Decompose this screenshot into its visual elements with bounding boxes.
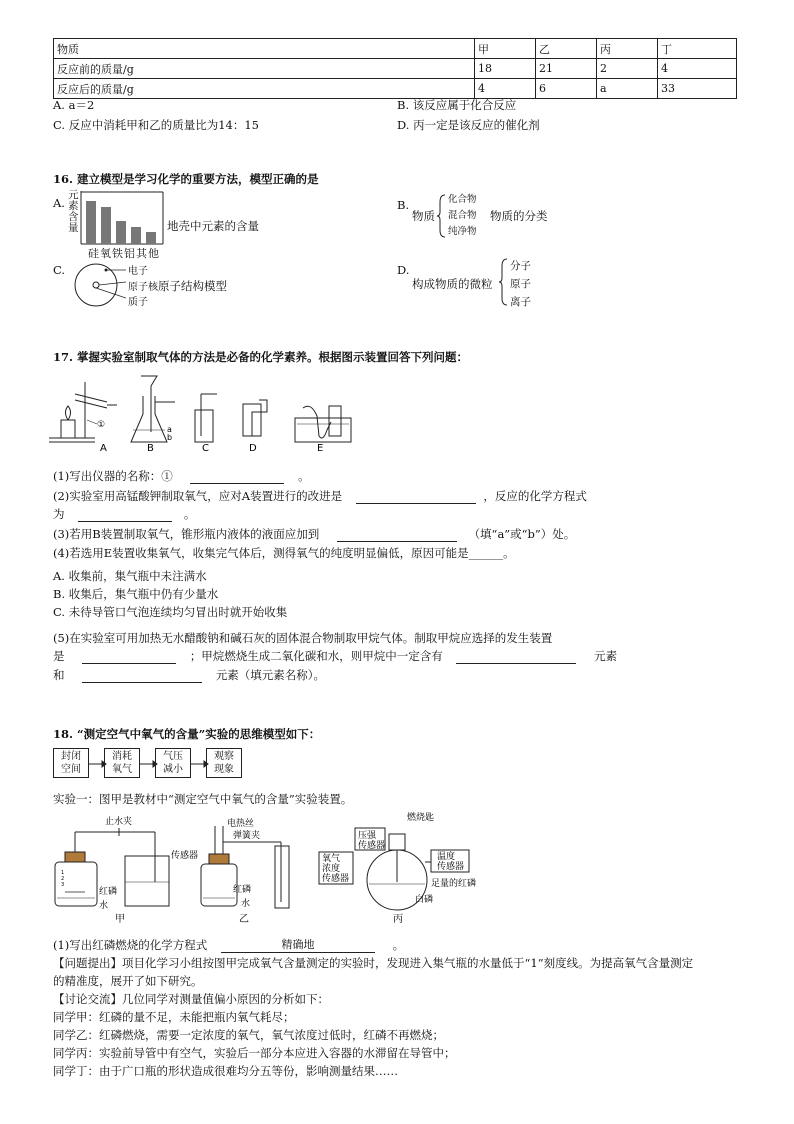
q16-b-letter: B.	[397, 198, 410, 212]
flow-arrows	[88, 760, 248, 768]
label-water: 水	[99, 901, 109, 911]
atom-label: 质子	[128, 297, 148, 308]
svg-text:2: 2	[61, 876, 65, 882]
answer-blank[interactable]	[82, 651, 176, 664]
q15-option-b: B. 该反应属于化合反应	[397, 98, 517, 112]
label-clamp: 止水夹	[105, 817, 133, 827]
label-red-phosphorus: 足量的红磷	[431, 879, 477, 889]
q18-student-a: 同学甲：红磷的量不足，未能把瓶内氧气耗尽；	[53, 1010, 295, 1024]
apparatus-label: D	[249, 443, 257, 452]
figure-name: 丙	[393, 914, 403, 924]
table-cell: 2	[597, 59, 658, 79]
flow-step: 观察 现象	[206, 748, 242, 778]
q17-option-c: C. 未待导管口气泡连续均匀冒出时就开始收集	[53, 605, 288, 619]
q15-option-a: A. a＝2	[53, 98, 95, 112]
table-cell: 33	[658, 79, 737, 99]
table-header-cell: 乙	[536, 39, 597, 59]
gas-apparatus-figure	[45, 372, 355, 452]
flow-step: 气压 减小	[155, 748, 191, 778]
list-item: 分子	[510, 260, 531, 272]
table-header-cell: 丁	[658, 39, 737, 59]
q16-c-caption: 原子结构模型	[158, 279, 227, 293]
xlabel: 硅	[88, 247, 100, 260]
svg-text:传感器: 传感器	[437, 862, 465, 872]
q17-p3: (3)若用B装置制取氧气，锥形瓶内液体的液面应加到 （填“a”或“b”）处。	[53, 527, 576, 541]
apparatus-label: A	[100, 443, 107, 452]
xlabel: 氧	[100, 247, 112, 260]
q17-stem: 17. 掌握实验室制取气体的方法是必备的化学素养。根据图示装置回答下列问题：	[53, 350, 469, 364]
apparatus-label: C	[202, 443, 209, 452]
label-red-phosphorus: 红磷	[233, 885, 252, 895]
apparatus-c	[195, 394, 217, 442]
table-header-cell: 甲	[475, 39, 536, 59]
q16-stem: 16. 建立模型是学习化学的重要方法，模型正确的是	[53, 172, 319, 186]
table-cell: a	[597, 79, 658, 99]
list-item: 离子	[510, 296, 531, 308]
answer-blank[interactable]	[78, 509, 172, 522]
q16-a-bar-chart	[80, 191, 164, 245]
q18-p2a: 【问题提出】项目化学习小组按图甲完成氧气含量测定的实验时，发现进入集气瓶的水量低于“1”刻度线。为提高氧气含量测定	[53, 956, 694, 970]
label-sensor: 传感器	[171, 851, 199, 861]
apparatus-d	[243, 400, 267, 436]
table-cell: 反应前的质量/g	[54, 59, 475, 79]
q16-a-ylabel	[68, 190, 80, 234]
label-wire: 电热丝	[227, 819, 255, 829]
oxygen-content-figures	[45, 812, 505, 924]
label-white-phosphorus: 白磷	[415, 895, 434, 905]
table-cell: 反应后的质量/g	[54, 79, 475, 99]
q16-b-items	[448, 192, 477, 240]
ylabel-char: 量	[68, 222, 79, 234]
apparatus-e	[295, 406, 351, 442]
table-cell: 21	[536, 59, 597, 79]
bar	[116, 221, 126, 244]
svg-text:压强: 压强	[358, 831, 377, 841]
figure-name: 乙	[239, 914, 249, 924]
list-item: 化合物	[448, 194, 477, 205]
apparatus-a-mark-1: ①	[97, 420, 106, 430]
xlabel: 其他	[136, 247, 160, 260]
apparatus-label: E	[317, 443, 324, 452]
q16-b-left: 物质	[412, 209, 435, 223]
svg-text:1: 1	[61, 870, 65, 876]
q16-c-letter: C.	[53, 263, 66, 277]
mark-b: b	[167, 433, 173, 442]
q18-exp1: 实验一：图甲是教材中“测定空气中氧气的含量”实验装置。	[53, 792, 353, 806]
table-cell: 4	[658, 59, 737, 79]
ylabel-char: 元	[68, 189, 79, 201]
svg-text:传感器: 传感器	[358, 841, 386, 851]
xlabel: 铁	[112, 247, 124, 260]
q16-a-caption: 地壳中元素的含量	[167, 219, 259, 233]
flow-step: 消耗 氧气	[104, 748, 140, 778]
table-header-cell: 物质	[54, 39, 475, 59]
svg-text:温度: 温度	[437, 852, 456, 862]
q18-p2b: 的精准度，展开了如下研究。	[53, 974, 203, 988]
xlabel: 铝	[124, 247, 136, 260]
bar	[101, 207, 111, 244]
svg-text:氧气: 氧气	[322, 854, 341, 864]
q17-p5: (5)在实验室可用加热无水醋酸钠和碱石灰的固体混合物制取甲烷气体。制取甲烷应选择的发生装置	[53, 631, 553, 645]
atom-label: 电子	[128, 266, 148, 277]
svg-text:浓度: 浓度	[322, 864, 341, 874]
svg-text:3: 3	[61, 882, 65, 888]
table-header-row	[54, 39, 737, 59]
q17-option-b: B. 收集后，集气瓶中仍有少量水	[53, 587, 219, 601]
q17-p1: (1)写出仪器的名称：① 。	[53, 469, 310, 483]
list-item: 原子	[510, 278, 531, 290]
bar	[86, 201, 96, 244]
table-row	[54, 59, 737, 79]
atom-model-diagram	[66, 262, 126, 308]
answer-blank[interactable]	[456, 651, 576, 664]
answer-blank[interactable]	[190, 471, 284, 484]
mark-a: a	[167, 425, 172, 434]
apparatus-a	[49, 382, 117, 442]
q16-d-items	[510, 257, 531, 311]
bar	[131, 227, 141, 244]
q17-p2: (2)实验室用高锰酸钾制取氧气，应对A装置进行的改进是 ，反应的化学方程式	[53, 489, 587, 503]
bar	[146, 232, 156, 244]
q16-b-caption: 物质的分类	[490, 209, 548, 223]
mass-table	[53, 38, 737, 99]
answer-blank[interactable]	[356, 491, 476, 504]
q18-student-d: 同学丁：由于广口瓶的形状造成很难均分五等份，影响测量结果……	[53, 1064, 398, 1078]
answer-blank[interactable]: 精确地	[221, 936, 375, 953]
answer-blank[interactable]	[337, 529, 457, 542]
table-cell: 4	[475, 79, 536, 99]
table-cell: 18	[475, 59, 536, 79]
svg-text:传感器: 传感器	[322, 874, 350, 884]
q16-d-left: 构成物质的微粒	[412, 277, 493, 291]
list-item: 混合物	[448, 210, 477, 221]
ylabel-char: 素	[68, 200, 79, 212]
brace-icon	[436, 194, 446, 238]
q18-p3: 【讨论交流】几位同学对测量值偏小原因的分析如下：	[53, 992, 329, 1006]
table-cell: 6	[536, 79, 597, 99]
q17-p2b: 为 。	[53, 507, 196, 521]
q18-student-b: 同学乙：红磷燃烧，需要一定浓度的氧气，氧气浓度过低时，红磷不再燃烧；	[53, 1028, 444, 1042]
q18-p1: (1)写出红磷燃烧的化学方程式 精确地 。	[53, 938, 405, 952]
q16-a-xlabels	[88, 245, 160, 261]
atom-label: 原子核	[128, 282, 158, 293]
flow-step: 封闭 空间	[53, 748, 89, 778]
q18-stem: 18. “测定空气中氧气的含量”实验的思维模型如下：	[53, 727, 321, 741]
q15-option-d: D. 丙一定是该反应的催化剂	[397, 118, 540, 132]
q18-student-c: 同学丙：实验前导管中有空气，实验后一部分本应进入容器的水滞留在导管中；	[53, 1046, 456, 1060]
ylabel-char: 含	[68, 211, 79, 223]
label-water: 水	[241, 899, 251, 909]
answer-blank[interactable]	[82, 670, 202, 683]
q17-p4: (4)若选用E装置收集氧气，收集完气体后，测得氧气的纯度明显偏低，原因可能是______。	[53, 546, 515, 560]
q16-a-letter: A.	[53, 196, 65, 210]
table-row	[54, 79, 737, 99]
label-spoon: 燃烧匙	[407, 813, 435, 823]
table-header-cell: 丙	[597, 39, 658, 59]
q16-d-letter: D.	[397, 263, 410, 277]
q17-p5c: 和 元素（填元素名称）。	[53, 668, 326, 682]
q15-option-c: C. 反应中消耗甲和乙的质量比为14：15	[53, 118, 259, 132]
apparatus-label: B	[147, 443, 154, 452]
q17-p5b: 是 ；甲烷燃烧生成二氧化碳和水，则甲烷中一定含有 元素	[53, 649, 618, 663]
label-spring-clamp: 弹簧夹	[233, 831, 261, 841]
q17-option-a: A. 收集前，集气瓶中未注满水	[53, 569, 207, 583]
figure-name: 甲	[115, 914, 125, 924]
list-item: 纯净物	[448, 226, 477, 237]
q16-c-labels	[128, 264, 227, 310]
label-red-phosphorus: 红磷	[99, 887, 118, 897]
brace-icon	[498, 258, 508, 306]
